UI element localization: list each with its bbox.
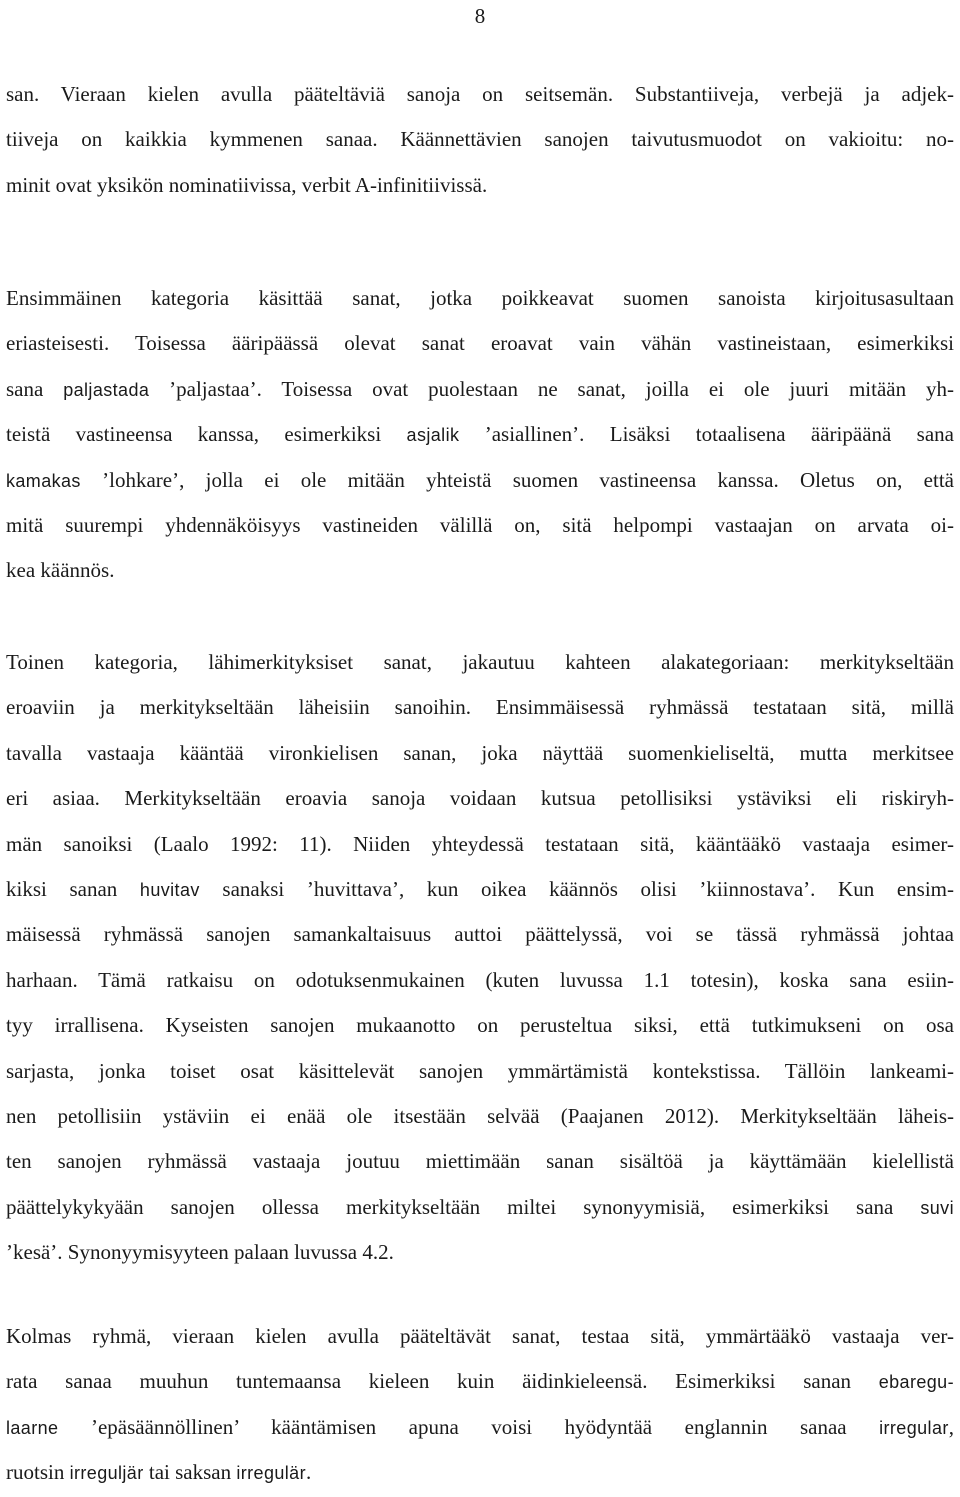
- text-line: [6, 1185, 954, 1230]
- text-line: [6, 503, 954, 548]
- text-line: [6, 867, 954, 912]
- text-segment: ’epäsäännöllinen’ kääntämisen apuna voisi hyödyntää englannin sanaa: [58, 1414, 880, 1439]
- example-word: asjalik: [406, 425, 460, 446]
- text-segment: mitä suurempi yhdennäköisyys vastineiden välillä on, sitä helpompi vastaajan on arvata oi-: [6, 512, 954, 537]
- text-segment: Toinen kategoria, lähimerkityksiset sanat, jakautuu kahteen alakategoriaan: merkitykseltään: [6, 650, 954, 674]
- text-line: [6, 1359, 954, 1404]
- example-word: huvitav: [139, 879, 200, 900]
- text-segment: nen petollisiin ystäviin ei enää ole itsestään selvää (Paajanen 2012). Merkitykseltään läheis-: [6, 1103, 954, 1128]
- text-segment: Kolmas ryhmä, vieraan kielen avulla pääteltävät sanat, testaa sitä, ymmärtääkö vastaaja ver-: [6, 1324, 954, 1348]
- text-line: [6, 1314, 954, 1359]
- text-line: [6, 731, 954, 776]
- example-word: kamakas: [6, 470, 81, 491]
- text-line: [6, 912, 954, 957]
- text-line: [6, 776, 954, 821]
- text-line: [6, 367, 954, 412]
- text-segment: san. Vieraan kielen avulla pääteltäviä sanoja on seitsemän. Substantiiveja, verbejä ja adjek-: [6, 82, 954, 106]
- paragraph: [6, 276, 954, 594]
- text-segment: ’lohkare’, jolla ei ole mitään yhteistä suomen vastineensa kanssa. Oletus on, että: [80, 467, 954, 492]
- text-line: [6, 321, 954, 366]
- text-line: [6, 1450, 954, 1495]
- example-word: ebaregu-: [878, 1372, 954, 1393]
- text-line: [6, 1094, 954, 1139]
- text-segment: sarjasta, jonka toiset osat käsittelevät sanojen ymmärtämistä kontekstissa. Tällöin lankeami-: [6, 1058, 954, 1083]
- text-line: [6, 1230, 954, 1275]
- text-segment: tai saksan: [143, 1460, 237, 1485]
- text-segment: ’kesä’. Synonyymisyyteen palaan luvussa 4.2.: [6, 1240, 394, 1265]
- text-segment: .: [305, 1460, 312, 1485]
- example-word: suvi: [920, 1197, 954, 1218]
- text-segment: eriasteisesti. Toisessa ääripäässä olevat sanat eroavat vain vähän vastineistaan, esimerkiksi: [6, 331, 954, 356]
- paragraph: [6, 1314, 954, 1496]
- example-word: irregular: [879, 1417, 949, 1438]
- text-segment: kea käännös.: [6, 558, 115, 583]
- text-line: [6, 163, 954, 208]
- text-segment: ruotsin: [6, 1460, 70, 1485]
- text-segment: rata sanaa muuhun tuntemaansa kieleen kuin äidinkieleensä. Esimerkiksi sanan: [6, 1369, 879, 1394]
- text-line: [6, 1405, 954, 1450]
- text-segment: sanaksi ’huvittava’, kun oikea käännös olisi ’kiinnostava’. Kun ensim-: [199, 876, 954, 901]
- text-line: [6, 685, 954, 730]
- text-segment: tyy irrallisena. Kyseisten sanojen mukaanotto on perusteltua siksi, että tutkimukseni on osa: [6, 1013, 954, 1038]
- text-segment: kiksi sanan: [6, 876, 140, 901]
- text-line: [6, 276, 954, 321]
- text-line: [6, 117, 954, 162]
- text-segment: mäisessä ryhmässä sanojen samankaltaisuus auttoi päättelyssä, voi se tässä ryhmässä johtaa: [6, 922, 954, 947]
- text-line: [6, 1049, 954, 1094]
- text-line: [6, 640, 954, 685]
- text-segment: teistä vastineensa kanssa, esimerkiksi: [6, 422, 407, 447]
- text-segment: minit ovat yksikön nominatiivissa, verbit A-infinitiivissä.: [6, 172, 488, 197]
- text-line: [6, 1139, 954, 1184]
- text-line: [6, 822, 954, 867]
- text-line: [6, 72, 954, 117]
- text-segment: tavalla vastaaja kääntää vironkielisen sanan, joka näyttää suomenkieliseltä, mutta merkitsee: [6, 740, 954, 765]
- text-line: [6, 1003, 954, 1048]
- paragraph: [6, 640, 954, 1275]
- text-segment: eri asiaa. Merkitykseltään eroavia sanoja voidaan kutsua petollisiksi ystäviksi eli riskiryh-: [6, 786, 954, 811]
- example-word: irregulär: [236, 1463, 306, 1484]
- example-word: paljastada: [63, 379, 150, 400]
- page-number: 8: [474, 4, 486, 28]
- text-line: [6, 412, 954, 457]
- example-word: laarne: [6, 1417, 59, 1438]
- text-segment: harhaan. Tämä ratkaisu on odotuksenmukainen (kuten luvussa 1.1 totesin), koska sana esiin-: [6, 967, 954, 992]
- example-word: irreguljär: [69, 1463, 144, 1484]
- text-segment: Ensimmäinen kategoria käsittää sanat, jotka poikkeavat suomen sanoista kirjoitusasultaan: [6, 286, 954, 310]
- text-segment: män sanoiksi (Laalo 1992: 11). Niiden yhteydessä testataan sitä, kääntääkö vastaaja esimer-: [6, 831, 954, 856]
- text-segment: tiiveja on kaikkia kymmenen sanaa. Käännettävien sanojen taivutusmuodot on vakioitu: no-: [6, 127, 954, 152]
- text-line: [6, 548, 954, 593]
- text-segment: ’paljastaa’. Toisessa ovat puolestaan ne sanat, joilla ei ole juuri mitään yh-: [149, 376, 954, 401]
- text-segment: ten sanojen ryhmässä vastaaja joutuu miettimään sanan sisältöä ja käyttämään kielellistä: [6, 1149, 954, 1174]
- text-segment: päättelykykyään sanojen ollessa merkitykseltään miltei synonyymisiä, esimerkiksi sana: [6, 1194, 921, 1219]
- text-line: [6, 958, 954, 1003]
- text-line: [6, 458, 954, 503]
- text-segment: ,: [948, 1414, 954, 1439]
- text-segment: ’asiallinen’. Lisäksi totaalisena ääripäänä sana: [459, 422, 954, 447]
- text-segment: eroaviin ja merkitykseltään läheisiin sanoihin. Ensimmäisessä ryhmässä testataan sitä, millä: [6, 695, 954, 720]
- paragraph: [6, 72, 954, 208]
- text-segment: sana: [6, 376, 64, 401]
